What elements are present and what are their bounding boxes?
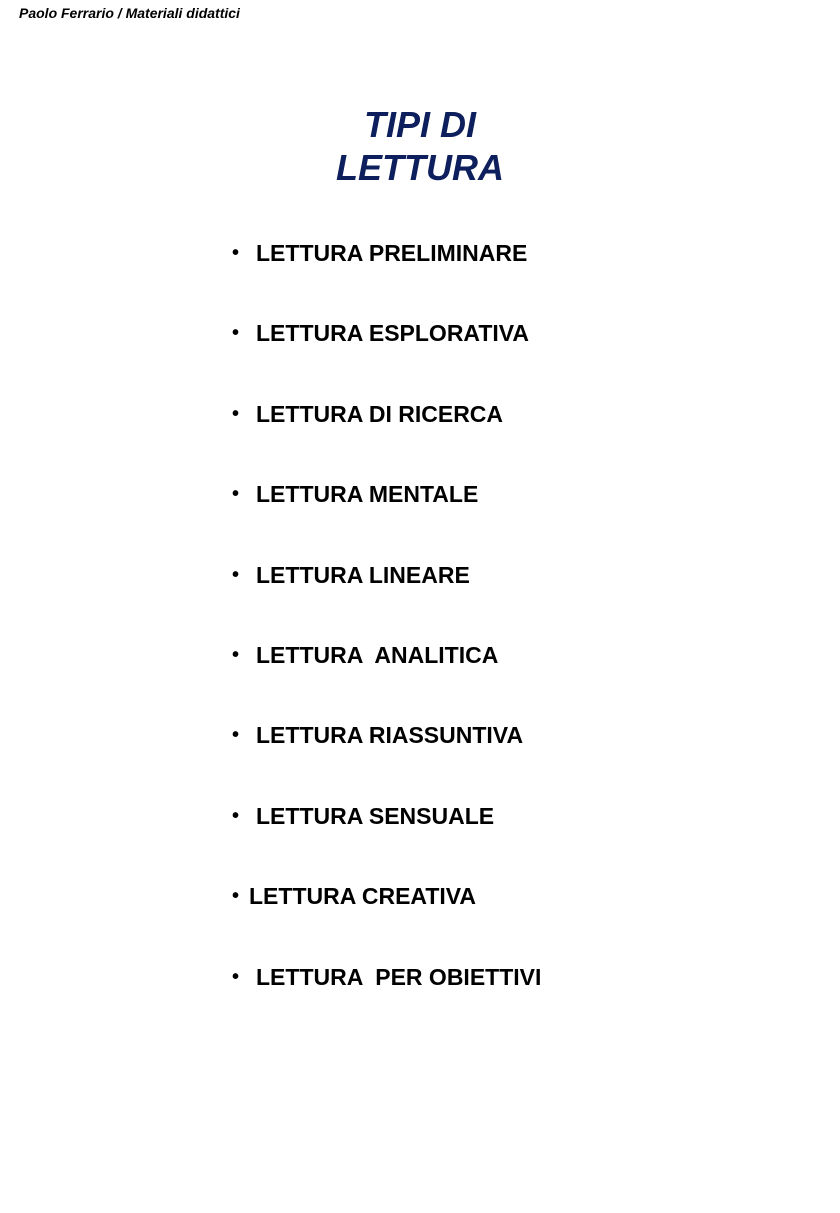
list-item-label: LETTURA PER OBIETTIVI [256,963,542,990]
bullet-icon: • [232,724,240,747]
list-item [232,877,541,957]
list-item [232,716,541,796]
list-item-label: LETTURA ESPLORATIVA [256,320,530,347]
list-item [232,314,541,394]
bullet-icon: • [232,322,240,345]
title-line-2: LETTURA [336,147,504,188]
bullet-icon: • [232,885,240,908]
page-header: Paolo Ferrario / Materiali didattici [19,5,240,21]
bullet-icon: • [232,965,240,988]
bullet-icon: • [232,563,240,586]
bullet-icon: • [232,804,240,827]
title-line-1: TIPI DI [363,104,476,145]
list-item [232,475,541,555]
list-item-label: LETTURA RIASSUNTIVA [256,722,524,749]
list-item [232,636,541,716]
list-item-label: LETTURA LINEARE [256,561,470,588]
list-item-label: LETTURA CREATIVA [249,883,477,910]
list-item [232,958,541,1038]
reading-types-list [232,234,541,1038]
list-item-label: LETTURA ANALITICA [256,641,499,668]
list-item [232,234,541,314]
bullet-icon: • [232,242,240,264]
list-item [232,556,541,636]
bullet-icon: • [232,643,240,666]
list-item-label: LETTURA SENSUALE [256,802,495,829]
bullet-icon: • [232,402,240,425]
list-item-label: LETTURA PRELIMINARE [256,240,528,266]
list-item [232,395,541,475]
list-item [232,797,541,877]
list-item-label: LETTURA DI RICERCA [256,400,504,427]
bullet-icon: • [232,483,240,506]
list-item-label: LETTURA MENTALE [256,481,479,508]
